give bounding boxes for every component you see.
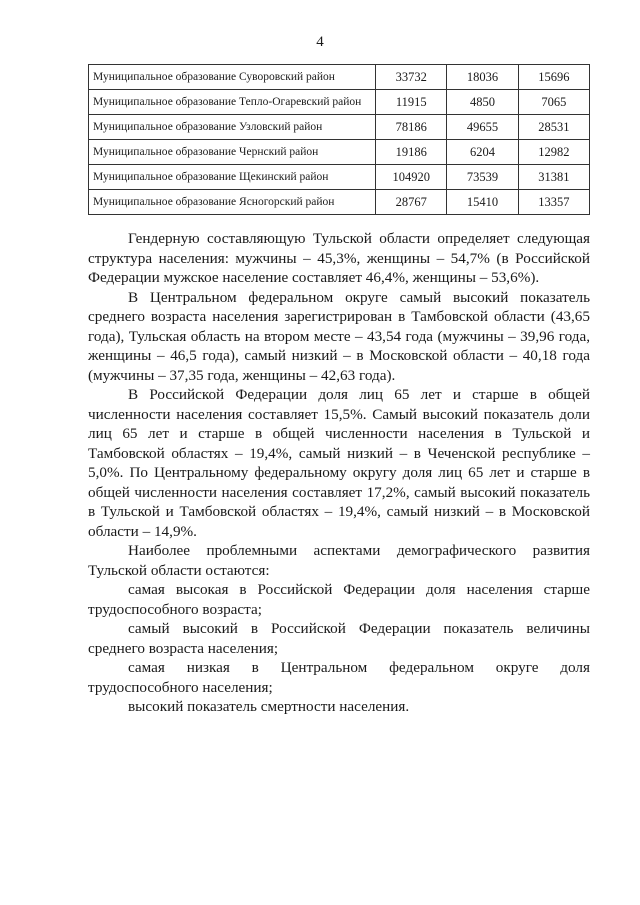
paragraph-elderly-share: В Российской Федерации доля лиц 65 лет и старше в общей численности населения составляет 15,5%. Самый высокий показатель доли лиц 65 лет и старше в общей численности населения в Тульской и Тамбовской областях – 19,4%, самый низкий – в Чеченской республике – 5,0%. По Центральному федеральному округу доля лиц 65 лет и старше в общей численности населения составляет 17,2%, самый высокий показатель в Тульской и Тамбовской областях – 19,4%, самый низкий – в Московской области – 14,9%. <box>88 386 590 540</box>
rural-population-cell: 15696 <box>518 65 589 90</box>
list-item: самый высокий в Российской Федерации показатель величины среднего возраста населения; <box>88 620 590 657</box>
page-number: 4 <box>316 34 324 50</box>
total-population-cell: 28767 <box>376 190 447 215</box>
municipality-name-cell: Муниципальное образование Узловский район <box>89 115 376 140</box>
municipality-name-cell: Муниципальное образование Суворовский район <box>89 65 376 90</box>
total-population-cell: 33732 <box>376 65 447 90</box>
table-row <box>89 165 590 190</box>
table-row <box>89 190 590 215</box>
table-row <box>89 65 590 90</box>
total-population-cell: 104920 <box>376 165 447 190</box>
total-population-cell: 78186 <box>376 115 447 140</box>
table-row <box>89 115 590 140</box>
list-item: высокий показатель смертности населения. <box>128 698 410 715</box>
paragraph-problem-aspects: Наиболее проблемными аспектами демографического развития Тульской области остаются: <box>88 542 590 579</box>
table-row <box>89 140 590 165</box>
population-table <box>88 64 590 215</box>
urban-population-cell: 15410 <box>447 190 518 215</box>
total-population-cell: 11915 <box>376 90 447 115</box>
urban-population-cell: 49655 <box>447 115 518 140</box>
urban-population-cell: 18036 <box>447 65 518 90</box>
rural-population-cell: 13357 <box>518 190 589 215</box>
list-item: самая высокая в Российской Федерации доля населения старше трудоспособного возраста; <box>88 581 590 618</box>
municipality-name-cell: Муниципальное образование Тепло-Огаревский район <box>89 90 376 115</box>
urban-population-cell: 4850 <box>447 90 518 115</box>
rural-population-cell: 7065 <box>518 90 589 115</box>
rural-population-cell: 28531 <box>518 115 589 140</box>
list-item: самая низкая в Центральном федеральном округе доля трудоспособного населения; <box>88 659 590 696</box>
rural-population-cell: 31381 <box>518 165 589 190</box>
total-population-cell: 19186 <box>376 140 447 165</box>
table-row <box>89 90 590 115</box>
body-text <box>88 229 590 717</box>
municipality-name-cell: Муниципальное образование Чернский район <box>89 140 376 165</box>
municipality-name-cell: Муниципальное образование Щекинский район <box>89 165 376 190</box>
rural-population-cell: 12982 <box>518 140 589 165</box>
paragraph-gender-structure: Гендерную составляющую Тульской области определяет следующая структура населения: мужчины – 45,3%, женщины – 54,7% (в Российской Федерации мужское население составляет 46,4%, женщины – 53,6%). <box>88 230 590 286</box>
municipality-name-cell: Муниципальное образование Ясногорский район <box>89 190 376 215</box>
urban-population-cell: 73539 <box>447 165 518 190</box>
urban-population-cell: 6204 <box>447 140 518 165</box>
paragraph-average-age: В Центральном федеральном округе самый высокий показатель среднего возраста населения зарегистрирован в Тамбовской области (43,65 года), Тульская область на втором месте – 43,54 года (мужчины – 39,96 года, женщины – 46,5 года), самый низкий – в Московской области – 40,18 года (мужчины – 37,35 года, женщины – 42,63 года). <box>88 288 590 384</box>
